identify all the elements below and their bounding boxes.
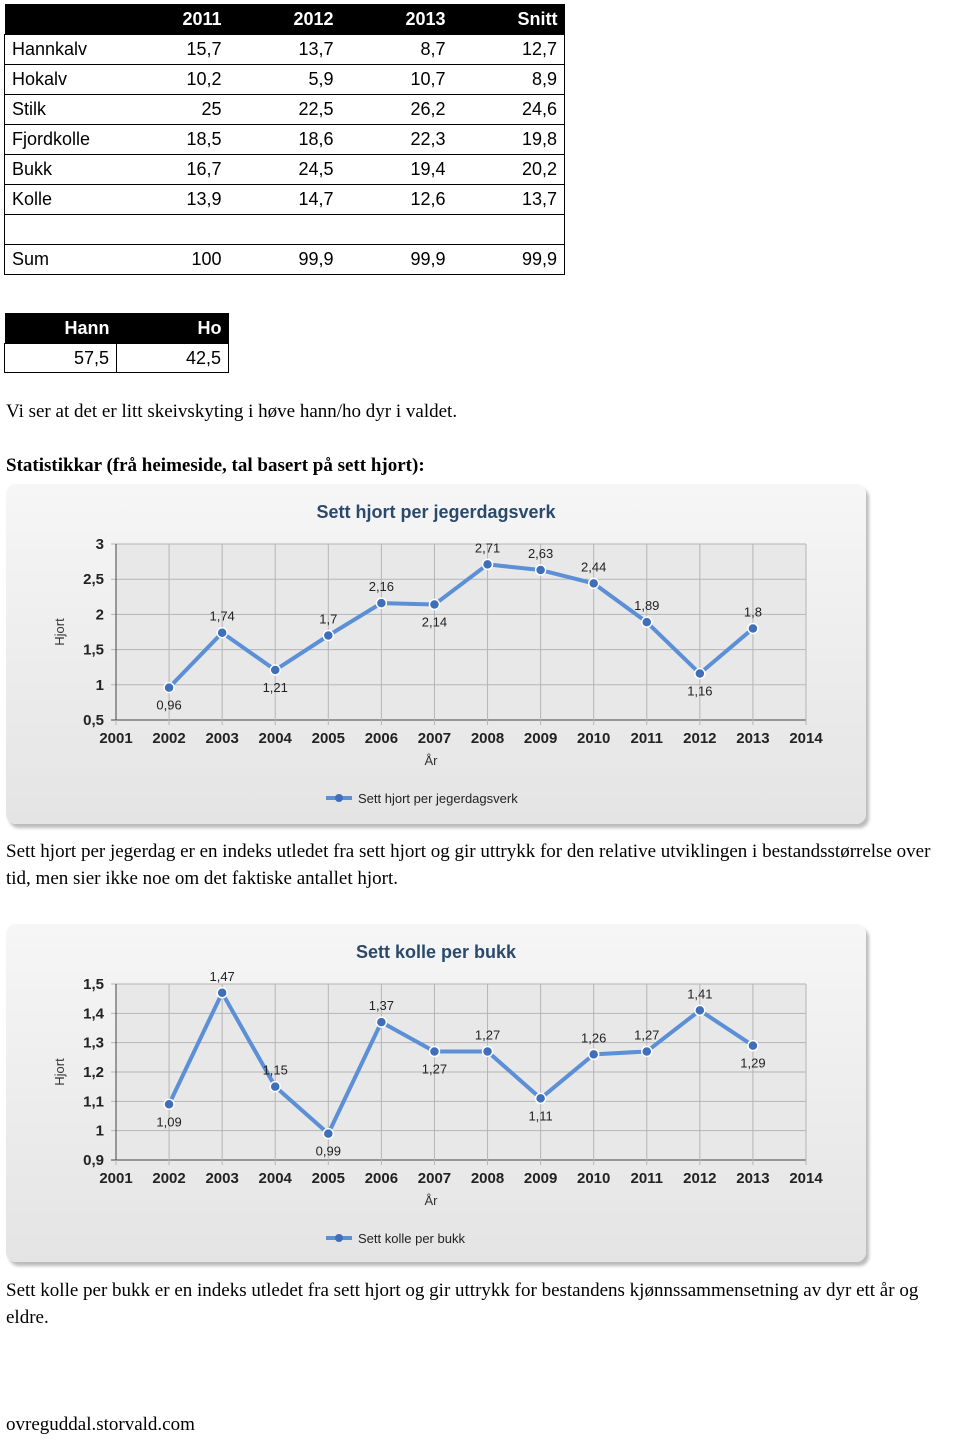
table-row xyxy=(5,245,565,275)
y-tick-label: 1,4 xyxy=(83,1005,104,1023)
table-cell: 99,9 xyxy=(341,245,453,275)
data-label: 2,14 xyxy=(421,614,448,630)
data-label: 1,41 xyxy=(687,986,713,1002)
x-tick-label: 2011 xyxy=(630,1170,664,1187)
data-point xyxy=(483,559,493,569)
data-label: 1,8 xyxy=(743,604,762,620)
chart-sett-hjort-per-jegerdagsverk xyxy=(6,484,866,824)
legend-label: Sett kolle per bukk xyxy=(358,1231,465,1246)
data-label: 1,27 xyxy=(474,1027,501,1043)
table-header-row xyxy=(5,4,565,35)
x-tick-label: 2001 xyxy=(99,730,133,747)
x-tick-label: 2014 xyxy=(789,730,823,747)
header-cell: Ho xyxy=(117,313,229,344)
data-point xyxy=(376,598,386,608)
legend-label: Sett hjort per jegerdagsverk xyxy=(358,791,518,806)
table-cell xyxy=(453,215,565,245)
data-point xyxy=(323,631,333,641)
chart1-description: Sett hjort per jegerdag er en indeks utledet fra sett hjort og gir uttrykk for den relative utviklingen i bestandsstørrelse over tid, men sier ikke noe om det faktiske antallet hjort. xyxy=(6,841,931,889)
row-label-cell: Fjordkolle xyxy=(5,125,117,155)
header-cell: Hann xyxy=(5,313,117,344)
table-row xyxy=(5,125,565,155)
data-label: 0,96 xyxy=(156,697,182,713)
table-cell: 22,3 xyxy=(341,125,453,155)
header-cell: 2011 xyxy=(117,4,229,35)
data-label: 1,09 xyxy=(156,1114,182,1130)
y-tick-label: 1,2 xyxy=(83,1064,104,1081)
table-row xyxy=(5,65,565,95)
data-label: 1,37 xyxy=(368,998,395,1014)
skew-paragraph: Vi ser at det er litt skeivskyting i høve hann/ho dyr i valdet. xyxy=(6,401,458,422)
table-row xyxy=(5,215,565,245)
chart-title: Sett hjort per jegerdagsverk xyxy=(316,502,556,522)
gender-ratio-table xyxy=(4,313,229,373)
data-point xyxy=(536,565,546,575)
y-tick-label: 2,5 xyxy=(83,571,104,589)
row-label-cell: Bukk xyxy=(5,155,117,185)
x-tick-label: 2007 xyxy=(417,730,452,747)
x-tick-label: 2008 xyxy=(470,1170,505,1187)
data-point xyxy=(376,1017,386,1027)
x-axis-title: År xyxy=(424,753,438,768)
table-cell: 8,7 xyxy=(341,35,453,65)
x-tick-label: 2005 xyxy=(311,730,345,747)
x-tick-label: 2010 xyxy=(577,1170,611,1187)
x-tick-label: 2006 xyxy=(364,1170,399,1187)
y-tick-label: 1,3 xyxy=(83,1034,104,1052)
data-label: 1,27 xyxy=(634,1027,660,1043)
x-tick-label: 2012 xyxy=(683,730,717,747)
data-label: 1,11 xyxy=(528,1108,553,1124)
data-label: 1,47 xyxy=(209,968,235,984)
data-label: 1,16 xyxy=(687,683,713,699)
table-cell: 99,9 xyxy=(453,245,565,275)
data-point xyxy=(217,628,227,638)
y-axis-title: Hjort xyxy=(52,1058,67,1086)
row-label-cell: Hokalv xyxy=(5,65,117,95)
data-point xyxy=(695,669,705,679)
data-label: 1,89 xyxy=(634,598,660,614)
table-cell: 14,7 xyxy=(229,185,341,215)
data-point xyxy=(642,1046,652,1056)
chart-svg xyxy=(6,484,866,824)
x-axis-title: År xyxy=(424,1193,438,1208)
data-point xyxy=(483,1046,493,1056)
row-label-cell: Kolle xyxy=(5,185,117,215)
x-tick-label: 2003 xyxy=(205,730,239,747)
hunting-stats-table xyxy=(4,4,565,275)
table-row xyxy=(5,35,565,65)
legend-marker xyxy=(335,1234,343,1242)
x-tick-label: 2001 xyxy=(99,1170,133,1187)
table-cell: 19,8 xyxy=(453,125,565,155)
footer-url: ovreguddal.storvald.com xyxy=(6,1414,195,1435)
table-cell: 10,7 xyxy=(341,65,453,95)
data-point xyxy=(217,988,227,998)
data-point xyxy=(536,1093,546,1103)
data-label: 1,21 xyxy=(262,680,288,696)
x-tick-label: 2002 xyxy=(152,730,186,747)
header-cell: Snitt xyxy=(453,4,565,35)
x-tick-label: 2009 xyxy=(523,730,558,747)
y-tick-label: 1,5 xyxy=(83,641,104,659)
x-tick-label: 2012 xyxy=(683,1170,717,1187)
x-tick-label: 2007 xyxy=(417,1170,452,1187)
data-label: 2,44 xyxy=(581,559,607,575)
table-row xyxy=(5,155,565,185)
y-tick-label: 1 xyxy=(95,1122,104,1140)
table-cell: 8,9 xyxy=(453,65,565,95)
data-label: 1,15 xyxy=(262,1062,288,1078)
table-cell: 16,7 xyxy=(117,155,229,185)
y-tick-label: 1,5 xyxy=(83,976,104,993)
x-tick-label: 2006 xyxy=(364,730,399,747)
data-label: 1,29 xyxy=(740,1055,766,1071)
table-row xyxy=(5,185,565,215)
y-tick-label: 0,9 xyxy=(83,1152,104,1169)
data-point xyxy=(429,1046,439,1056)
table-cell: 12,7 xyxy=(453,35,565,65)
x-tick-label: 2003 xyxy=(205,1170,239,1187)
table-cell xyxy=(229,215,341,245)
x-tick-label: 2014 xyxy=(789,1170,823,1187)
y-tick-label: 1 xyxy=(95,676,104,694)
table-cell: 10,2 xyxy=(117,65,229,95)
table-cell: 24,6 xyxy=(453,95,565,125)
chart-title: Sett kolle per bukk xyxy=(355,942,517,962)
data-point xyxy=(748,1041,758,1051)
data-point xyxy=(589,578,599,588)
data-point xyxy=(323,1129,333,1139)
gender-header-row xyxy=(5,313,229,344)
header-cell: 2012 xyxy=(229,4,341,35)
gender-value-cell: 57,5 xyxy=(5,344,117,373)
x-tick-label: 2008 xyxy=(470,730,505,747)
x-tick-label: 2013 xyxy=(736,730,770,747)
data-label: 0,99 xyxy=(315,1143,341,1159)
table-cell: 25 xyxy=(117,95,229,125)
data-point xyxy=(695,1005,705,1015)
data-point xyxy=(429,600,439,610)
gender-value-row xyxy=(5,344,229,373)
y-tick-label: 1,1 xyxy=(83,1093,104,1111)
x-tick-label: 2009 xyxy=(523,1170,558,1187)
stats-heading: Statistikkar (frå heimeside, tal basert på sett hjort): xyxy=(6,455,425,476)
table-cell: 20,2 xyxy=(453,155,565,185)
data-point xyxy=(642,617,652,627)
row-label-cell: Hannkalv xyxy=(5,35,117,65)
table-cell: 99,9 xyxy=(229,245,341,275)
x-tick-label: 2004 xyxy=(258,730,292,747)
data-label: 2,71 xyxy=(474,540,501,556)
table-cell: 13,9 xyxy=(117,185,229,215)
data-label: 1,26 xyxy=(581,1030,607,1046)
data-label: 1,27 xyxy=(421,1061,448,1077)
chart2-description: Sett kolle per bukk er en indeks utledet fra sett hjort og gir uttrykk for bestandens kjønnssammensetning av dyr ett år og eldre. xyxy=(6,1280,919,1328)
data-label: 2,16 xyxy=(368,579,395,595)
data-label: 1,7 xyxy=(319,611,338,627)
table-cell: 100 xyxy=(117,245,229,275)
row-label-cell: Sum xyxy=(5,245,117,275)
table-cell: 18,6 xyxy=(229,125,341,155)
data-point xyxy=(270,665,280,675)
x-tick-label: 2013 xyxy=(736,1170,770,1187)
table-cell xyxy=(117,215,229,245)
table-cell: 13,7 xyxy=(453,185,565,215)
y-tick-label: 3 xyxy=(95,536,104,553)
row-label-cell xyxy=(5,215,117,245)
row-label-cell: Stilk xyxy=(5,95,117,125)
data-point xyxy=(164,1099,174,1109)
gender-value-cell: 42,5 xyxy=(117,344,229,373)
table-cell xyxy=(341,215,453,245)
x-tick-label: 2011 xyxy=(630,730,664,747)
data-label: 1,74 xyxy=(209,608,235,624)
data-point xyxy=(270,1082,280,1092)
table-cell: 24,5 xyxy=(229,155,341,185)
chart-sett-kolle-per-bukk xyxy=(6,924,866,1262)
y-tick-label: 2 xyxy=(95,606,104,624)
table-cell: 26,2 xyxy=(341,95,453,125)
table-cell: 12,6 xyxy=(341,185,453,215)
table-cell: 13,7 xyxy=(229,35,341,65)
table-cell: 18,5 xyxy=(117,125,229,155)
data-point xyxy=(589,1049,599,1059)
y-axis-title: Hjort xyxy=(52,618,67,646)
chart-svg xyxy=(6,924,866,1262)
data-point xyxy=(748,623,758,633)
header-cell: 2013 xyxy=(341,4,453,35)
table-cell: 19,4 xyxy=(341,155,453,185)
table-cell: 22,5 xyxy=(229,95,341,125)
table-cell: 5,9 xyxy=(229,65,341,95)
data-point xyxy=(164,683,174,693)
table-row xyxy=(5,95,565,125)
x-tick-label: 2010 xyxy=(577,730,611,747)
data-label: 2,63 xyxy=(527,546,554,562)
x-tick-label: 2004 xyxy=(258,1170,292,1187)
y-tick-label: 0,5 xyxy=(83,712,104,729)
legend-marker xyxy=(335,794,343,802)
header-cell xyxy=(5,4,117,35)
x-tick-label: 2005 xyxy=(311,1170,345,1187)
table-cell: 15,7 xyxy=(117,35,229,65)
x-tick-label: 2002 xyxy=(152,1170,186,1187)
